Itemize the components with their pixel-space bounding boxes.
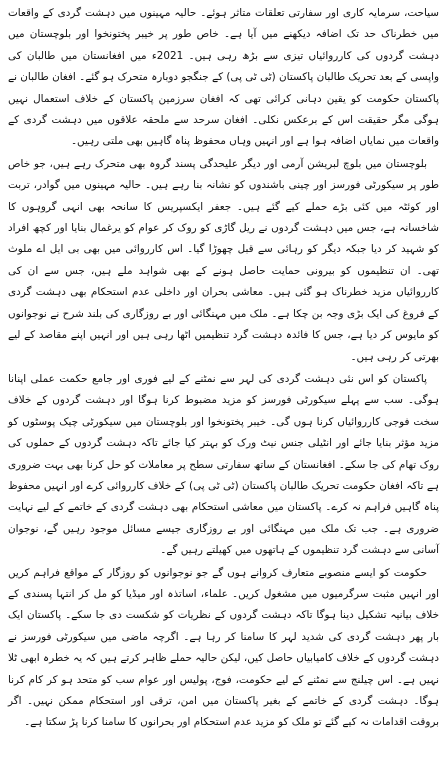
article-paragraph-4: حکومت کو ایسے منصوبے متعارف کروانے ہوں گے جو نوجوانوں کو روزگار کے مواقع فراہم کریں اور انہیں مثبت سرگرمیوں میں مشغول کریں۔ علماء، اساتذہ اور میڈیا کو مل کر انتہا پسندی کے خلاف بیانیہ تشکیل دینا ہوگا تاکہ دہشت گردوں کے نظریات کو شکست دی جا سکے۔ پاکستان ایک بار پھر دہشت گردی کی شدید لہر کا سامنا کر رہا ہے۔ اگرچہ ماضی میں سیکورٹی فورسز نے دہشت گردوں کے خلاف کامیابیاں حاصل کیں، لیکن حالیہ حملے ظاہر کرتے ہیں کہ یہ خطرہ ابھی ٹلا نہیں ہے۔ اس چیلنج سے نمٹنے کے لیے حکومت، فوج، پولیس اور عوام سب کو متحد ہو کر کام کرنا ہوگا۔ دہشت گردی کے خاتمے کے بغیر پاکستان میں امن، ترقی اور استحکام ممکن نہیں۔ اگر بروقت اقدامات نہ کیے گئے تو ملک کو مزید عدم استحکام اور بحرانوں کا سامنا کرنا پڑ سکتا ہے۔ (8, 566, 439, 729)
article-paragraph-1: سیاحت، سرمایہ کاری اور سفارتی تعلقات متاثر ہوئے۔ حالیہ مہینوں میں دہشت گردی کے واقعات میں خطرناک حد تک اضافہ دیکھنے میں آیا ہے۔ خاص طور پر خیبر پختونخوا اور بلوچستان میں دہشت گردوں کی کارروائیاں تیزی سے بڑھ رہی ہیں۔ 2021ء میں افغانستان میں طالبان کی واپسی کے بعد تحریک طالبان پاکستان (ٹی ٹی پی) کے جنگجو دوبارہ متحرک ہو گئے۔ افغان طالبان نے پاکستان حکومت کو یقین دہانی کرائی تھی کہ افغان سرزمین پاکستان کے خلاف استعمال نہیں ہوگی مگر حقیقت اس کے برعکس نکلی۔ افغان سرحد سے ملحقہ علاقوں میں دہشت گردی کے واقعات میں نمایاں اضافہ ہوا ہے اور انہیں وہاں محفوظ پناہ گاہیں بھی ملتی رہیں۔ (8, 7, 439, 148)
article-paragraph-3: پاکستان کو اس نئی دہشت گردی کی لہر سے نمٹنے کے لیے فوری اور جامع حکمت عملی اپنانا ہوگی۔ سب سے پہلے سیکورٹی فورسز کو مزید مضبوط کرنا ہوگا اور دہشت گردوں کے خلاف سخت فوجی کارروائیاں کرنا ہوں گی۔ خیبر پختونخوا اور بلوچستان میں سیکورٹی چیک پوسٹوں کو مزید مؤثر بنایا جائے اور انٹیلی جنس نیٹ ورک کو بہتر کیا جائے تاکہ دہشت گردوں کے حملوں کی روک تھام کی جا سکے۔ افغانستان کے ساتھ سفارتی سطح پر معاملات کو حل کرنا بھی بہت ضروری ہے تاکہ افغان حکومت تحریک طالبان پاکستان (ٹی ٹی پی) کے خلاف کارروائی کرے اور انہیں محفوظ پناہ گاہیں فراہم نہ کرے۔ پاکستان میں معاشی استحکام بھی دہشت گردی کے خاتمے کے لیے نہایت ضروری ہے۔ جب تک ملک میں مہنگائی اور بے روزگاری جیسے مسائل موجود رہیں گے، نوجوان آسانی سے دہشت گرد تنظیموں کے ہاتھوں میں کھیلتے رہیں گے۔ (8, 372, 439, 557)
article-paragraph-2: بلوچستان میں بلوچ لبریشن آرمی اور دیگر علیحدگی پسند گروہ بھی متحرک رہے ہیں، جو خاص طور پر سیکورٹی فورسز اور چینی باشندوں کو نشانہ بنا رہے ہیں۔ حالیہ مہینوں میں گوادر، تربت اور کوئٹہ میں کئی بڑے حملے کیے گئے ہیں۔ جعفر ایکسپریس کا سانحہ بھی انہی گروہوں کا شاخسانہ ہے، جس میں دہشت گردوں نے ریل گاڑی کو روک کر عوام کو یرغمال بنایا اور کچھ افراد کو شہید کر دیا جبکہ دیگر کو رہائی سے قبل چھوڑا گیا۔ اس کارروائی میں بھی بی ایل اے ملوث تھی۔ ان تنظیموں کو بیرونی حمایت حاصل ہونے کے بھی شواہد ملے ہیں، جس سے ان کی کارروائیاں مزید خطرناک ہو گئی ہیں۔ معاشی بحران اور داخلی عدم استحکام بھی دہشت گردی کے فروغ کی ایک بڑی وجہ بن چکا ہے۔ ملک میں مہنگائی اور بے روزگاری کی بلند شرح نے نوجوانوں کو مایوس کر دیا ہے، جس کا فائدہ دہشت گرد تنظیمیں اٹھا رہی ہیں اور انہیں اپنے مقاصد کے لیے بھرتی کر رہی ہیں۔ (8, 157, 439, 363)
